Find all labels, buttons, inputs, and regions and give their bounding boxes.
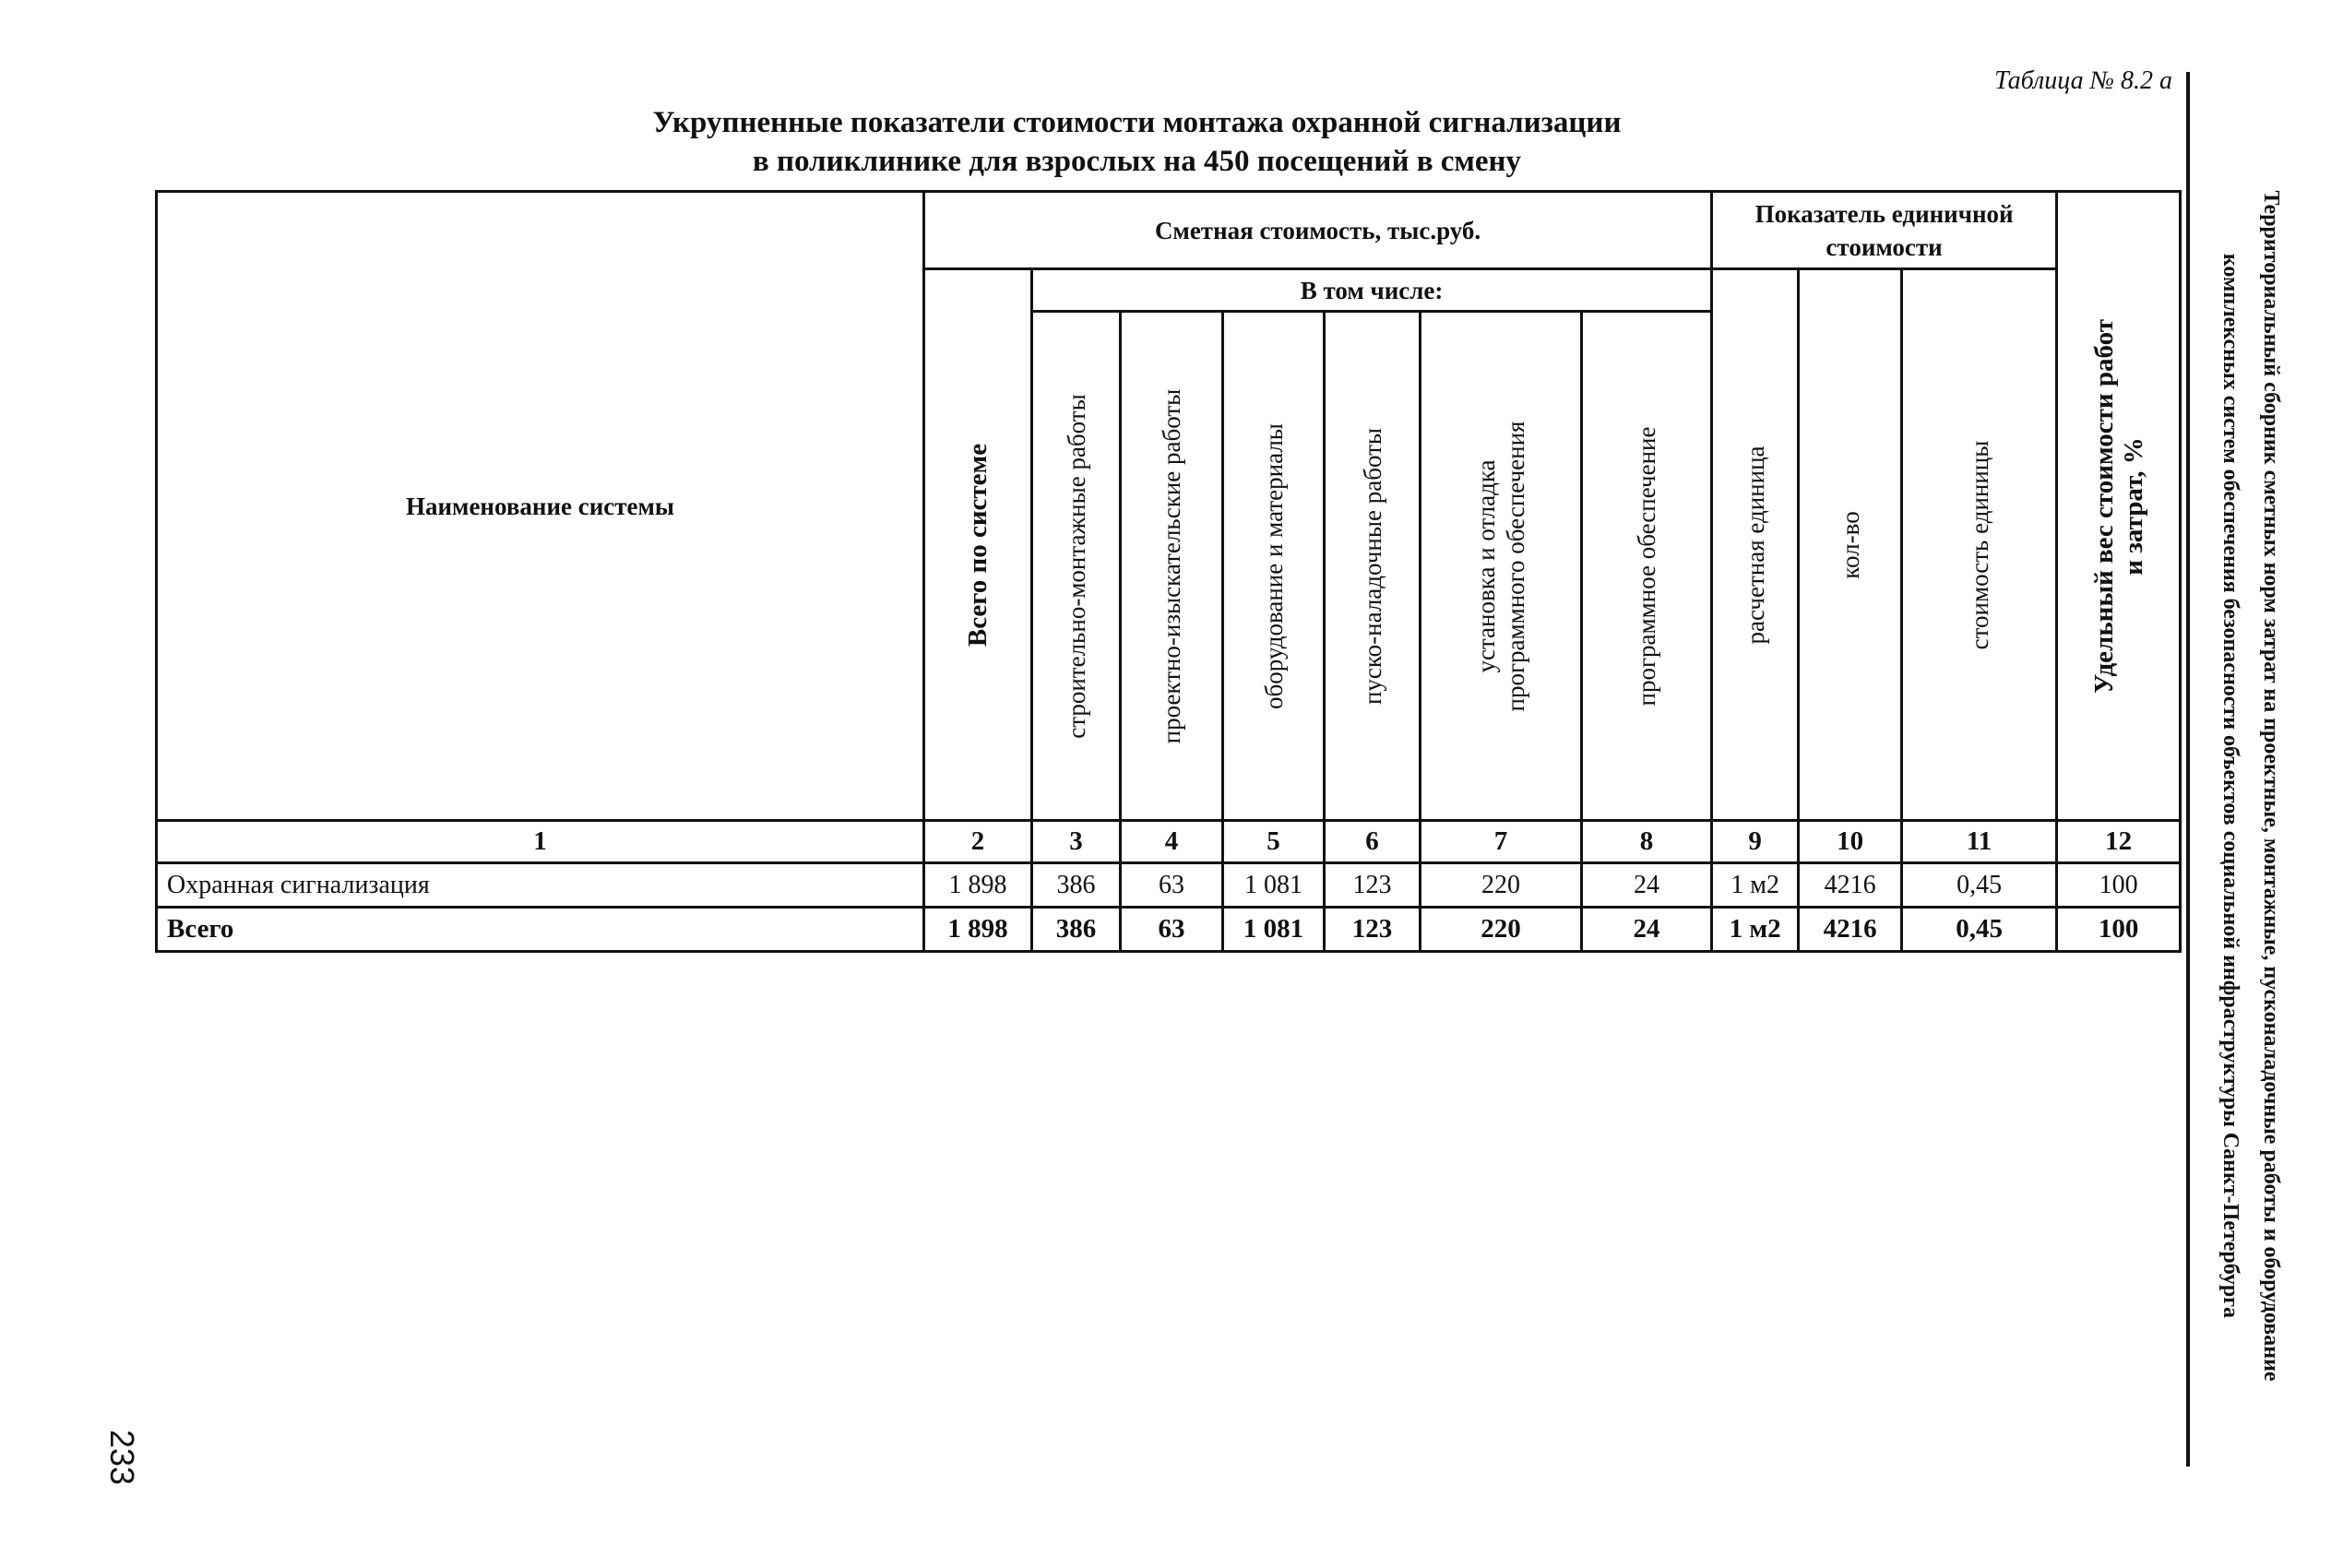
total-row xyxy=(157,908,2181,952)
side-caption-line-2: комплексных систем обеспечения безопасности объектов социальной инфраструктуры Санкт-Петербурга xyxy=(2218,253,2242,1319)
total-cell-construction: 386 xyxy=(1032,908,1121,952)
header-commissioning-work: пуско-наладочные работы xyxy=(1325,312,1421,821)
total-cell-unit-cost: 0,45 xyxy=(1902,908,2057,952)
total-label: Всего xyxy=(157,908,924,952)
cell-commissioning: 123 xyxy=(1325,863,1421,908)
cell-construction: 386 xyxy=(1032,863,1121,908)
cell-unit-cost: 0,45 xyxy=(1902,863,2057,908)
table-number-label: Таблица № 8.2 а xyxy=(1994,66,2172,95)
header-calc-unit: расчетная единица xyxy=(1712,269,1799,821)
header-system-name: Наименование системы xyxy=(157,192,924,821)
header-estimated-cost: Сметная стоимость, тыс.руб. xyxy=(924,192,1712,269)
row-system-name: Охранная сигнализация xyxy=(157,863,924,908)
column-number: 2 xyxy=(924,821,1032,863)
column-number: 9 xyxy=(1712,821,1799,863)
cell-unit: 1 м2 xyxy=(1712,863,1799,908)
page-number: 233 xyxy=(103,1429,141,1486)
column-number: 1 xyxy=(157,821,924,863)
total-cell-share: 100 xyxy=(2057,908,2181,952)
cell-software: 24 xyxy=(1582,863,1712,908)
total-cell-design: 63 xyxy=(1121,908,1223,952)
header-cost-share-line-2: и затрат, % xyxy=(2118,436,2148,576)
cell-software-install: 220 xyxy=(1421,863,1582,908)
table-title-line-2: в поликлинике для взрослых на 450 посещений в смену xyxy=(752,145,1522,178)
header-unit-cost: стоимость единицы xyxy=(1902,269,2057,821)
total-cell-commissioning: 123 xyxy=(1325,908,1421,952)
column-number-row xyxy=(157,821,2181,863)
header-software: программное обеспечение xyxy=(1582,312,1712,821)
total-cell-equipment: 1 081 xyxy=(1223,908,1325,952)
total-cell-software: 24 xyxy=(1582,908,1712,952)
header-row-1 xyxy=(157,192,2181,269)
header-design-work: проектно-изыскательские работы xyxy=(1121,312,1223,821)
cost-indicators-table xyxy=(155,190,2182,953)
cell-total: 1 898 xyxy=(924,863,1032,908)
header-equipment-materials: оборудование и материалы xyxy=(1223,312,1325,821)
column-number: 6 xyxy=(1325,821,1421,863)
header-total-by-system: Всего по системе xyxy=(924,269,1032,821)
table-row xyxy=(157,863,2181,908)
column-number: 4 xyxy=(1121,821,1223,863)
header-software-install-line-2: программного обеспечения xyxy=(1502,421,1529,711)
header-software-install xyxy=(1421,312,1582,821)
header-including: В том числе: xyxy=(1032,269,1712,312)
column-number: 10 xyxy=(1799,821,1902,863)
total-cell-software-install: 220 xyxy=(1421,908,1582,952)
total-cell-quantity: 4216 xyxy=(1799,908,1902,952)
total-cell-total: 1 898 xyxy=(924,908,1032,952)
side-divider-line xyxy=(2186,72,2190,1467)
header-cost-share xyxy=(2057,192,2181,821)
column-number: 12 xyxy=(2057,821,2181,863)
header-construction-work: строительно-монтажные работы xyxy=(1032,312,1121,821)
table-title xyxy=(517,103,1757,181)
header-quantity: кол-во xyxy=(1799,269,1902,821)
column-number: 3 xyxy=(1032,821,1121,863)
column-number: 7 xyxy=(1421,821,1582,863)
cell-share: 100 xyxy=(2057,863,2181,908)
side-caption-line-1: Территориальный сборник сметных норм затрат на проектные, монтажные, пусконаладочные работы и оборудование xyxy=(2259,190,2283,1382)
table-title-line-1: Укрупненные показатели стоимости монтажа охранной сигнализации xyxy=(652,106,1622,139)
column-number: 11 xyxy=(1902,821,2057,863)
cell-design: 63 xyxy=(1121,863,1223,908)
total-cell-unit: 1 м2 xyxy=(1712,908,1799,952)
header-cost-share-line-1: Удельный вес стоимости работ xyxy=(2088,318,2119,694)
cell-quantity: 4216 xyxy=(1799,863,1902,908)
header-unit-cost-indicator: Показатель единичной стоимости xyxy=(1712,192,2057,269)
header-software-install-line-1: установка и отладка xyxy=(1472,458,1500,673)
column-number: 5 xyxy=(1223,821,1325,863)
column-number: 8 xyxy=(1582,821,1712,863)
side-caption xyxy=(2210,190,2291,1381)
cell-equipment: 1 081 xyxy=(1223,863,1325,908)
